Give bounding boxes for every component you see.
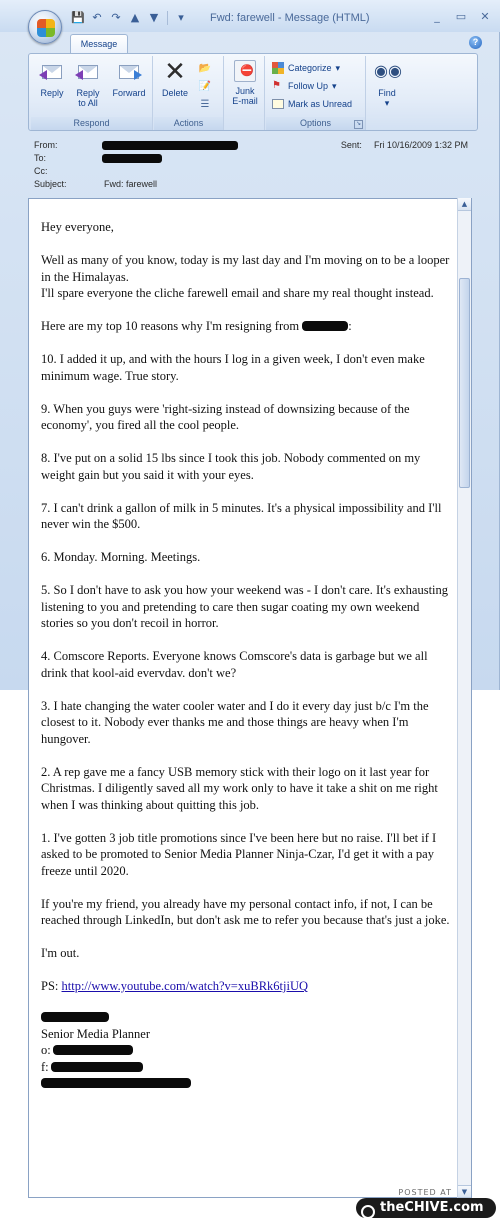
sig-fax-label: f: [41,1059,49,1074]
forward-label: Forward [112,88,146,98]
qat-separator [167,11,168,25]
reason-2: 2. A rep gave me a fancy USB memory stick with their logo on it last year for Christmas. I diligently saved all my work only to have it take a shit on me right when I was thinking about quitting this job. [41,764,438,812]
scroll-up-icon[interactable]: ▲ [458,198,471,211]
redacted-company [302,321,348,331]
redacted-email[interactable] [41,1078,191,1088]
categorize-label: Categorize [288,63,332,73]
reply-all-icon [75,70,83,80]
options-dialog-launcher-icon[interactable]: ↘ [355,121,362,127]
categorize-button[interactable] [272,60,340,76]
customize-qat-icon[interactable]: ▾ [178,11,184,24]
youtube-link[interactable]: http://www.youtube.com/watch?v=xuBRk6tjiUQ [61,979,309,993]
reason-6: 6. Monday. Morning. Meetings. [41,550,201,564]
junk-label-2: E-mail [232,96,258,106]
reason-4: 4. Comscore Reports. Everyone knows Comscore's data is garbage but we all drink that kool-aid evervdav. don't we? [41,649,428,680]
close-button[interactable]: ✕ [480,10,490,23]
flag-icon: ⚑ [272,80,281,91]
reason-7: 7. I can't drink a gallon of milk in 5 minutes. It's a physical impossibility and I'll never win the $500. [41,500,442,531]
watermark-posted: POSTED AT [398,1188,452,1197]
redacted-name [41,1012,109,1022]
other-actions-icon[interactable]: ☰ [200,99,210,110]
sig-name [41,1009,451,1026]
subject-label: Subject: [34,179,67,189]
watermark-brand: theCHIVE.com [380,1200,484,1215]
redacted-office-phone [53,1045,133,1055]
junk-label-1: Junk [235,86,255,96]
chive-logo-icon [361,1205,375,1219]
group-label-respond: Respond [31,117,152,130]
reason-8: 8. I've put on a solid 15 lbs since I took this job. Nobody commented on my weight gain but you said it with your eyes. [41,451,421,482]
vertical-scrollbar[interactable] [457,198,471,1198]
to-row [34,153,474,165]
find-button[interactable] [370,60,404,108]
sig-title: Senior Media Planner [41,1026,151,1041]
junk-email-icon: ⛔ [234,60,256,82]
message-header [28,136,478,198]
down-icon[interactable]: ▼ [149,11,159,24]
reason-5: 5. So I don't have to ask you how your weekend was - I don't care. It's exhausting listening to you and pretending to care then sugar coating my own weekend stories so you don't recoil in horror. [41,583,449,630]
binoculars-icon: ◉◉ [374,61,402,80]
reason-3: 3. I hate changing the water cooler water and I do it every day just b/c I'm the closest to it. Nobody ever thanks me and those things are heavy when I'm hungover. [41,698,429,746]
help-icon[interactable]: ? [469,36,482,49]
greeting: Hey everyone, [41,220,114,234]
group-find [367,56,407,130]
redacted-fax [51,1062,143,1072]
group-actions [154,56,224,130]
group-options [266,56,366,130]
reply-label: Reply [40,88,64,98]
office-button[interactable] [28,10,62,44]
dropdown-arrow-icon: ▾ [332,80,337,91]
reply-icon [39,70,47,80]
scrollbar-thumb[interactable] [459,278,470,488]
dropdown-arrow-icon: ▾ [335,62,341,73]
from-row [34,140,474,152]
intro-paragraph [41,252,451,285]
junk-email-button[interactable] [228,60,262,106]
save-icon[interactable]: 💾 [71,11,85,24]
cc-label: Cc: [34,166,48,176]
watermark-badge [356,1198,496,1218]
window-title: Fwd: farewell - Message (HTML) [210,12,370,24]
tab-message[interactable]: Message [70,34,128,54]
sign-off: I'm out. [41,946,80,960]
sent-value: Fri 10/16/2009 1:32 PM [373,140,468,150]
intro-paragraph-2 [41,285,451,302]
ps-line [41,978,451,995]
scroll-down-icon[interactable]: ▼ [458,1185,471,1198]
find-label: Find [378,88,396,98]
top10-colon: : [348,319,352,333]
group-respond [31,56,153,130]
reason-10: 10. I added it up, and with the hours I log in a given week, I don't even make minimum wage. True story. [41,352,425,383]
delete-label: Delete [161,88,188,98]
ribbon-tab-row [0,32,500,54]
reason-1: 1. I've gotten 3 job title promotions since I've been here but no raise. I'll bet if I asked to be promoted to Senior Media Planner Ninja-Czar, I'd get it with a pay freeze until 2020. [41,830,437,878]
chive-watermark [356,1188,496,1220]
reply-all-label-1: Reply [76,88,100,98]
find-dropdown-icon: ▾ [384,98,390,108]
follow-up-label: Follow Up [288,81,329,91]
forward-button[interactable] [109,60,149,98]
sig-fax [41,1059,451,1076]
sig-email [41,1075,451,1092]
maximize-button[interactable]: ▭ [455,10,467,23]
move-to-folder-icon[interactable]: 📂 [198,63,212,74]
categorize-icon [272,62,284,74]
ps-label: PS: [41,979,59,993]
top10-line [41,318,451,335]
friend-paragraph: If you're my friend, you already have my personal contact info, if not, I can be reached through LinkedIn, but don't ask me to refer you because that's just a joke. [41,896,450,927]
message-text [41,219,451,1092]
minimize-button[interactable]: _ [434,10,440,23]
top10-text: Here are my top 10 reasons why I'm resigning from [41,319,300,333]
create-rule-icon[interactable]: 📝 [198,81,212,92]
from-label: From: [34,140,58,150]
redacted-recipient [102,154,162,163]
ribbon [28,53,478,131]
title-bar [0,0,500,32]
to-label: To: [34,153,47,163]
forward-icon [134,70,142,80]
reply-button[interactable] [37,60,67,98]
redo-icon[interactable]: ↷ [111,11,121,24]
undo-icon[interactable]: ↶ [92,11,102,24]
cc-row [34,166,474,178]
group-label-actions: Actions [154,117,223,130]
sig-office [41,1042,451,1059]
subject-value: Fwd: farewell [104,179,158,189]
delete-icon: ✕ [164,57,186,87]
reason-9: 9. When you guys were 'right-sizing instead of downsizing because of the economy', you fired all the cool people. [41,401,410,432]
follow-up-button[interactable] [272,78,337,94]
reply-all-button[interactable] [71,60,105,108]
group-junk [225,56,265,130]
unread-envelope-icon [272,99,284,109]
subject-row [34,179,474,191]
sent-label: Sent: [340,140,362,150]
sig-office-label: o: [41,1043,51,1057]
redacted-sender [102,141,238,150]
intro-text-2: I'll spare everyone the cliche farewell email and share my real thought instead. [41,286,434,300]
intro-text: Well as many of you know, today is my last day and I'm moving on to be a looper in the Himalayas. [41,253,450,284]
signature [41,1009,451,1092]
mark-unread-button[interactable] [272,96,352,112]
sent-field [341,140,468,150]
up-icon[interactable]: ▲ [130,11,140,24]
quick-access-toolbar [70,10,189,26]
office-logo-icon [37,19,55,37]
window-controls [430,10,492,24]
mark-unread-label: Mark as Unread [288,99,353,109]
group-label-options: Options [266,117,365,130]
delete-button[interactable] [158,57,192,98]
reply-all-label-2: to All [78,98,98,108]
